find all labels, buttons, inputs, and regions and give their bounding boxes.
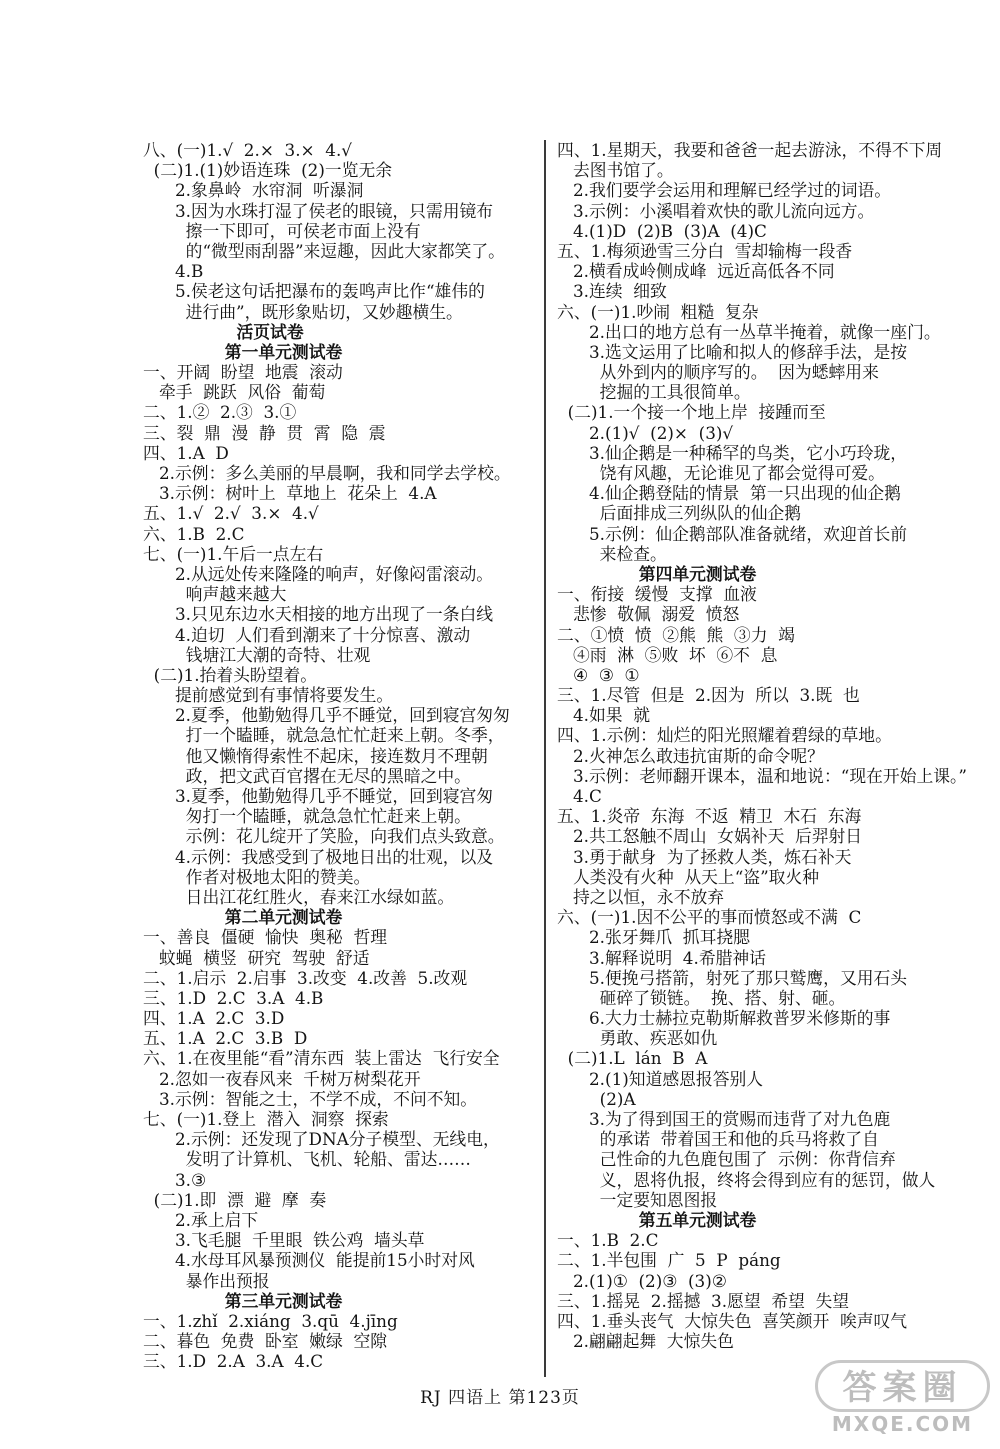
answer-line: 一、1.zhǐ 2.xiáng 3.qū 4.jīng — [143, 1310, 398, 1331]
answer-line: 义，恩将仇报，终将会得到应有的惩罚，做人 — [557, 1169, 936, 1190]
answer-line: 三、裂 鼎 漫 静 贯 霄 隐 震 — [143, 422, 386, 443]
right-answer-column — [557, 140, 967, 1352]
answer-line: 3.③ — [143, 1169, 207, 1190]
answer-line: (二)1.(1)妙语连珠 (2)一览无余 — [143, 160, 393, 181]
answer-line: 四、1.垂头丧气 大惊失色 喜笑颜开 唉声叹气 — [557, 1310, 908, 1331]
answer-line: 三、1.D 2.A 3.A 4.C — [143, 1351, 324, 1372]
answer-line: 匆打一个瞌睡，就急急忙忙赶来上朝。 — [143, 806, 471, 827]
answer-line: 3.为了得到国王的赏赐而违背了对九色鹿 — [557, 1109, 891, 1129]
answer-line: 第五单元测试卷 — [557, 1209, 757, 1230]
answer-line: 五、1.梅须逊雪三分白 雪却输梅一段香 — [557, 240, 853, 261]
answer-line: 牵手 跳跃 风俗 葡萄 — [143, 382, 326, 403]
answer-line: 2.横看成岭侧成峰 远近高低各不同 — [557, 261, 835, 282]
answer-line: 3.因为水珠打湿了侯老的眼镜，只需用镜布 — [143, 200, 494, 221]
answer-line: 三、1.尽管 但是 2.因为 所以 3.既 也 — [557, 685, 860, 706]
answer-line: 来检查。 — [557, 543, 667, 564]
answer-line: (二)1.抬着头盼望着。 — [143, 664, 318, 685]
page-footer: RJ 四语上 第123页 — [420, 1388, 580, 1408]
watermark-seal: 答案圈 — [815, 1360, 990, 1412]
answer-line: 3.示例：树叶上 草地上 花朵上 4.A — [143, 483, 437, 504]
answer-line: 五、1.A 2.C 3.B D — [143, 1028, 308, 1049]
answer-line: 第三单元测试卷 — [143, 1290, 343, 1311]
answer-line: 5.示例：仙企鹅部队准备就绪，欢迎首长前 — [557, 523, 908, 544]
answer-line: 2.张牙舞爪 抓耳挠腮 — [557, 927, 750, 948]
answer-line: 他又懒惰得索性不起床，接连数月不理朝 — [143, 745, 488, 766]
answer-line: 七、(一)1.登上 潜入 洞察 探索 — [143, 1109, 389, 1129]
answer-line: 4.水母耳风暴预测仪 能提前15小时对风 — [143, 1250, 475, 1271]
answer-line: ④ ③ ① — [557, 664, 640, 685]
answer-line: 一、善良 僵硬 愉快 奥秘 哲理 — [143, 927, 388, 948]
answer-line: 4.仙企鹅登陆的情景 第一只出现的仙企鹅 — [557, 483, 901, 504]
answer-line: 一、1.B 2.C — [557, 1230, 659, 1251]
answer-line: 2.承上启下 — [143, 1209, 259, 1230]
answer-line: 蚊蝇 横竖 研究 驾驶 舒适 — [143, 947, 370, 968]
answer-line: 第二单元测试卷 — [143, 907, 343, 928]
answer-line: 2.我们要学会运用和理解已经学过的词语。 — [557, 180, 892, 201]
answer-line: (2)A — [557, 1088, 636, 1109]
answer-line: 二、1.② 2.③ 3.① — [143, 402, 297, 423]
answer-line: 4.(1)D (2)B (3)A (4)C — [557, 220, 767, 241]
answer-line: 进行曲”，既形象贴切，又妙趣横生。 — [143, 301, 463, 322]
answer-line: (二)1.一个接一个地上岸 接踵而至 — [557, 402, 826, 423]
answer-line: 第一单元测试卷 — [143, 341, 343, 362]
answer-line: 提前感觉到有事情将要发生。 — [143, 685, 394, 706]
answer-line: 六、1.在夜里能“看”清东西 装上雷达 飞行安全 — [143, 1048, 500, 1069]
answer-line: 2.翩翩起舞 大惊失色 — [557, 1331, 734, 1352]
answer-line: 饶有风趣，无论谁见了都会觉得可爱。 — [557, 463, 885, 483]
answer-line: 三、1.摇晃 2.摇撼 3.愿望 希望 失望 — [557, 1290, 850, 1311]
answer-line: 2.夏季，他勤勉得几乎不睡觉，回到寝宫匆匆 — [143, 705, 510, 726]
answer-line: 3.勇于献身 为了拯救人类，炼石补天 — [557, 846, 852, 867]
answer-line: 5.便挽弓搭箭，射死了那只鹫鹰，又用石头 — [557, 967, 908, 988]
answer-line: 的承诺 带着国王和他的兵马将救了自 — [557, 1129, 879, 1150]
column-divider — [544, 140, 546, 1377]
answer-line: 2.从远处传来隆隆的响声，好像闷雷滚动。 — [143, 563, 494, 584]
answer-line: 一、开阔 盼望 地震 滚动 — [143, 362, 343, 383]
answer-line: 一定要知恩图报 — [557, 1189, 718, 1210]
answer-line: 4.如果 就 — [557, 705, 651, 726]
answer-line: 四、1.A 2.C 3.D — [143, 1008, 285, 1029]
answer-line: 2.(1)① (2)③ (3)② — [557, 1270, 727, 1291]
answer-line: 2.共工怒触不周山 女娲补天 后羿射日 — [557, 826, 863, 847]
answer-line: 发明了计算机、飞机、轮船、雷达…… — [143, 1149, 471, 1170]
answer-line: 2.(1)知道感恩报答别人 — [557, 1068, 764, 1089]
answer-line: 第四单元测试卷 — [557, 563, 757, 584]
answer-line: 2.示例：还发现了DNA分子模型、无线电， — [143, 1129, 500, 1150]
answer-line: 四、1.星期天，我要和爸爸一起去游泳，不得不下周 — [557, 140, 943, 160]
answer-line: 3.选文运用了比喻和拟人的修辞手法，是按 — [557, 341, 908, 362]
answer-line: 3.连续 细致 — [557, 281, 667, 302]
answer-line: 2.出口的地方总有一丛草半掩着，就像一座门。 — [557, 321, 941, 342]
answer-line: 日出江花红胜火，春来江水绿如蓝。 — [143, 886, 455, 907]
answer-line: 政，把文武百官撂在无尽的黑暗之中。 — [143, 765, 471, 786]
answer-line: ④雨 淋 ⑤败 坏 ⑥不 息 — [557, 644, 778, 665]
answer-line: 活页试卷 — [143, 321, 304, 342]
answer-line: 作者对极地太阳的赞美。 — [143, 866, 371, 887]
answer-line: 一、衔接 缓慢 支撑 血液 — [557, 584, 757, 605]
answer-line: 擦一下即可，可侯老市面上没有 — [143, 220, 421, 241]
answer-line: 人类没有火种 从天上“盗”取火种 — [557, 866, 819, 887]
answer-line: 二、暮色 免费 卧室 嫩绿 空隙 — [143, 1331, 388, 1352]
answer-line: 4.示例：我感受到了极地日出的壮观，以及 — [143, 846, 494, 867]
answer-line: 后面排成三列纵队的仙企鹅 — [557, 503, 802, 524]
answer-line: (二)1.即 漂 避 摩 奏 — [143, 1189, 327, 1210]
answer-line: 3.仙企鹅是一种稀罕的鸟类，它小巧玲珑， — [557, 442, 908, 463]
left-answer-column — [143, 140, 535, 1371]
answer-line: 3.飞毛腿 千里眼 铁公鸡 墙头草 — [143, 1230, 425, 1251]
answer-line: 三、1.D 2.C 3.A 4.B — [143, 987, 324, 1008]
answer-line: 五、1.炎帝 东海 不返 精卫 木石 东海 — [557, 806, 862, 827]
answer-line: 四、1.示例：灿烂的阳光照耀着碧绿的草地。 — [557, 725, 892, 746]
answer-line: 暴作出预报 — [143, 1270, 270, 1291]
answer-line: 七、(一)1.午后一点左右 — [143, 543, 324, 564]
answer-line: 2.忽如一夜春风来 千树万树梨花开 — [143, 1068, 421, 1089]
answer-line: 4.C — [557, 786, 602, 806]
answer-line: 打一个瞌睡，就急急忙忙赶来上朝。冬季， — [143, 725, 505, 746]
watermark-stamp — [815, 1360, 990, 1440]
answer-line: 3.解释说明 4.希腊神话 — [557, 947, 766, 968]
answer-line: 八、(一)1.√ 2.× 3.× 4.√ — [143, 140, 352, 160]
answer-line: 二、①愤 愤 ②熊 熊 ③力 竭 — [557, 624, 795, 645]
answer-line: 从外到内的顺序写的。 因为蟋蟀用来 — [557, 362, 879, 383]
answer-line: 2.(1)√ (2)× (3)√ — [557, 422, 734, 443]
answer-line: 2.象鼻岭 水帘洞 听瀑洞 — [143, 180, 364, 201]
watermark-url: MXQE.COM — [831, 1412, 974, 1436]
answer-line: 示例：花儿绽开了笑脸，向我们点头致意。 — [143, 826, 505, 847]
answer-line: 6.大力士赫拉克勒斯解救普罗米修斯的事 — [557, 1008, 891, 1029]
answer-line: 砸碎了锁链。 挽、搭、射、砸。 — [557, 987, 846, 1008]
answer-line: 六、(一)1.吵闹 粗糙 复杂 — [557, 301, 759, 322]
answer-line: 响声越来越大 — [143, 584, 287, 605]
answer-line: 持之以恒，永不放弃 — [557, 886, 725, 907]
answer-line: 六、(一)1.因不公平的事而愤怒或不满 C — [557, 907, 862, 928]
answer-line: 六、1.B 2.C — [143, 523, 245, 544]
answer-line: 5.侯老这句话把瀑布的轰鸣声比作“雄伟的 — [143, 281, 485, 302]
answer-line: 五、1.√ 2.√ 3.× 4.√ — [143, 503, 319, 524]
answer-line: 2.火神怎么敢违抗宙斯的命令呢？ — [557, 745, 824, 766]
answer-line: 去图书馆了。 — [557, 160, 674, 181]
answer-line: 3.夏季，他勤勉得几乎不睡觉，回到寝宫匆 — [143, 786, 494, 806]
answer-line: 二、1.启示 2.启事 3.改变 4.改善 5.改观 — [143, 967, 468, 988]
answer-line: 己性命的九色鹿包围了 示例：你背信弃 — [557, 1149, 896, 1170]
answer-line: 2.示例：多么美丽的早晨啊，我和同学去学校。 — [143, 463, 511, 483]
answer-line: 钱塘江大潮的奇特、壮观 — [143, 644, 371, 665]
answer-line: 悲惨 敬佩 溺爱 愤怒 — [557, 604, 740, 625]
answer-line: 挖掘的工具很简单。 — [557, 382, 751, 403]
answer-line: 二、1.半包围 广 5 P páng — [557, 1250, 781, 1271]
answer-line: 3.示例：智能之士，不学不成，不问不知。 — [143, 1088, 478, 1109]
answer-line: 四、1.A D — [143, 442, 229, 463]
answer-line: 3.示例：老师翻开课本，温和地说：“现在开始上课。” — [557, 765, 967, 786]
answer-line: 的“微型雨刮器”来逗趣，因此大家都笑了。 — [143, 240, 505, 261]
answer-line: 4.B — [143, 261, 204, 282]
answer-line: 4.迫切 人们看到潮来了十分惊喜、激动 — [143, 624, 471, 645]
answer-line: 3.只见东边水天相接的地方出现了一条白线 — [143, 604, 494, 625]
answer-line: (二)1.L lán B A — [557, 1048, 708, 1069]
answer-line: 3.示例：小溪唱着欢快的歌儿流向远方。 — [557, 200, 875, 221]
answer-line: 勇敢、疾恶如仇 — [557, 1028, 718, 1049]
